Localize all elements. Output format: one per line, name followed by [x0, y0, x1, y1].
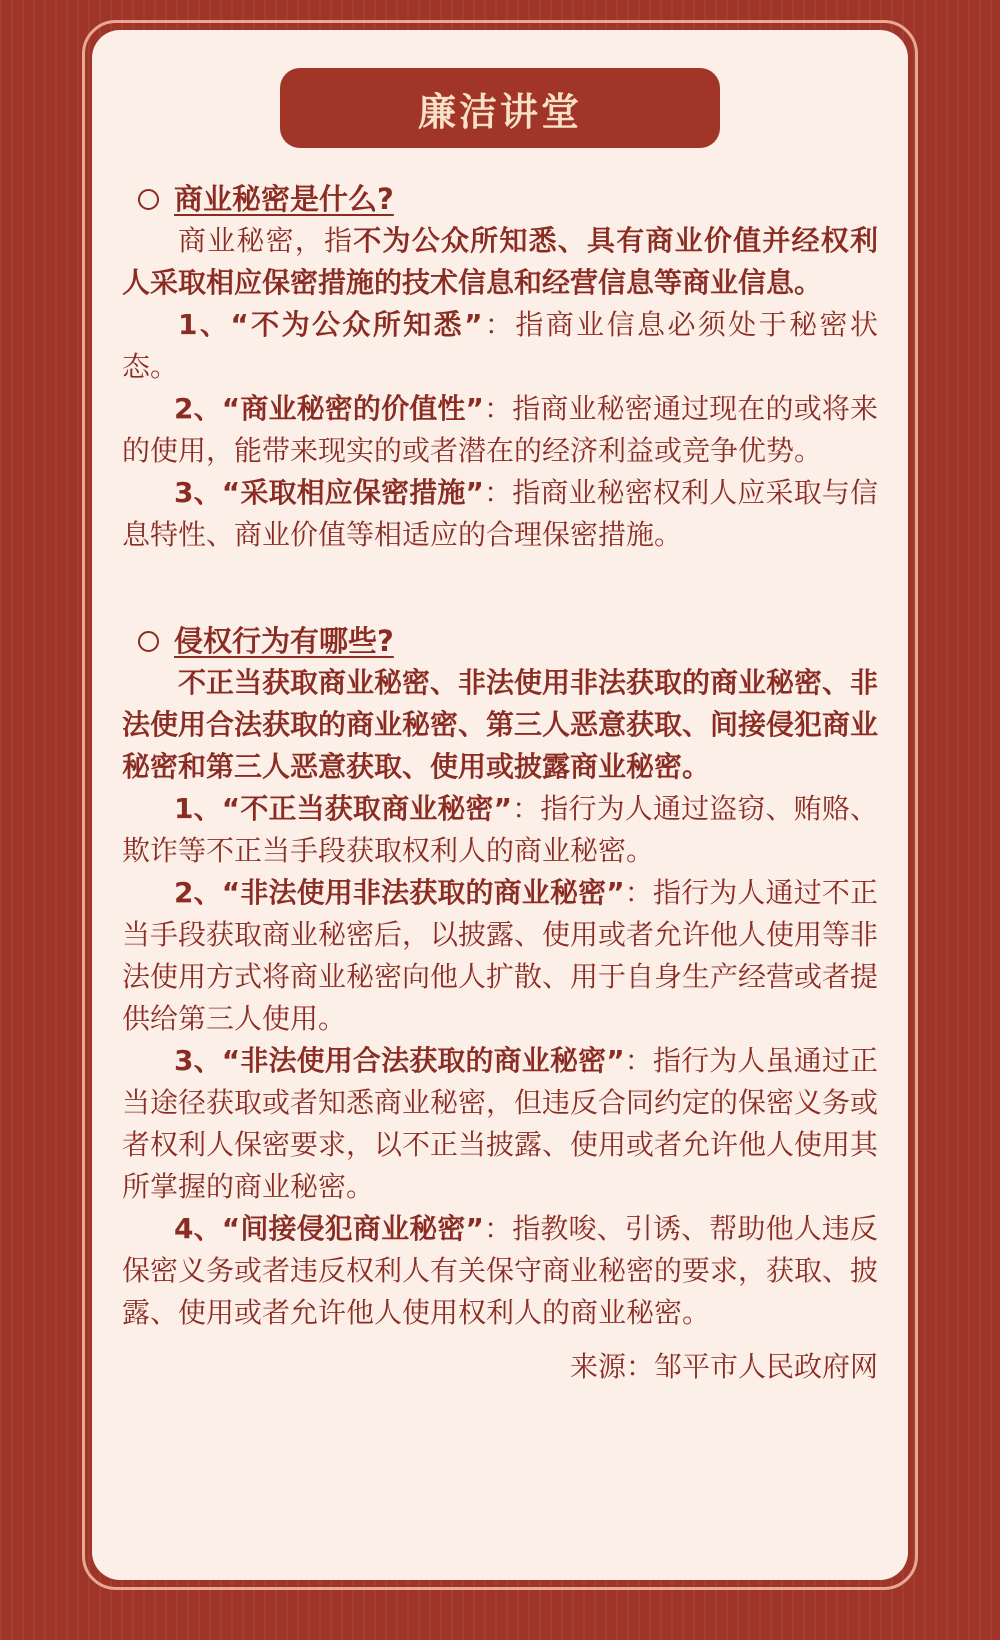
item-text: ：指教唆、引诱、帮助他人违反保密义务或者违反权利人有关保守商业秘密的要求，获取、披露、使用或者允许他人使用权利人的商业秘密。: [122, 1212, 879, 1329]
item-label: 3、“采取相应保密措施”: [174, 476, 484, 509]
list-item: [122, 388, 878, 472]
paragraph: 不正当获取商业秘密、非法使用非法获取的商业秘密、非法使用合法获取的商业秘密、第三人恶意获取、间接侵犯商业秘密和第三人恶意获取、使用或披露商业秘密。: [122, 666, 879, 783]
list-item: [122, 1040, 878, 1208]
item-label: 1、“不为公众所知悉”: [178, 308, 483, 341]
list-item: [122, 1208, 878, 1334]
section-spacer: [122, 556, 878, 620]
section-heading: [122, 620, 878, 662]
item-text: ：指商业秘密权利人应采取与信息特性、商业价值等相适应的合理保密措施。: [122, 476, 878, 551]
title-banner: [280, 68, 720, 148]
source-credit: 来源：邹平市人民政府网: [569, 1350, 878, 1383]
list-item: [122, 872, 878, 1040]
section-heading: [122, 178, 878, 220]
item-label: 2、“商业秘密的价值性”: [174, 392, 484, 425]
item-label: 1、“不正当获取商业秘密”: [174, 792, 513, 825]
list-item: [122, 304, 878, 388]
article-body: [122, 178, 878, 1388]
intro-bold: 不为公众所知悉、具有商业价值并经权利人采取相应保密措施的技术信息和经营信息等商业信息。: [122, 224, 878, 299]
item-label: 4、“间接侵犯商业秘密”: [174, 1212, 484, 1245]
item-label: 3、“非法使用合法获取的商业秘密”: [174, 1044, 625, 1077]
item-text: ：指行为人通过不正当手段获取商业秘密后，以披露、使用或者允许他人使用等非法使用方式将商业秘密向他人扩散、用于自身生产经营或者提供给第三人使用。: [122, 876, 879, 1035]
item-text: ：指商业秘密通过现在的或将来的使用，能带来现实的或者潜在的经济利益或竞争优势。: [122, 392, 878, 467]
item-text: ：指商业信息必须处于秘密状态。: [122, 308, 878, 383]
page-title: 廉洁讲堂: [417, 89, 582, 134]
list-item: [122, 472, 878, 556]
circle-bullet-icon: [138, 631, 159, 652]
paragraph: [122, 220, 878, 304]
section-question: 商业秘密是什么?: [174, 182, 394, 216]
circle-bullet-icon: [138, 189, 159, 210]
item-text: ：指行为人通过盗窃、贿赂、欺诈等不正当手段获取权利人的商业秘密。: [122, 792, 878, 867]
list-item: [122, 788, 878, 872]
item-text: ：指行为人虽通过正当途径获取或者知悉商业秘密，但违反合同约定的保密义务或者权利人保密要求，以不正当披露、使用或者允许他人使用其所掌握的商业秘密。: [122, 1044, 879, 1203]
item-label: 2、“非法使用非法获取的商业秘密”: [174, 876, 625, 909]
section-question: 侵权行为有哪些?: [174, 624, 394, 658]
intro-lead: 商业秘密，指: [178, 224, 354, 257]
